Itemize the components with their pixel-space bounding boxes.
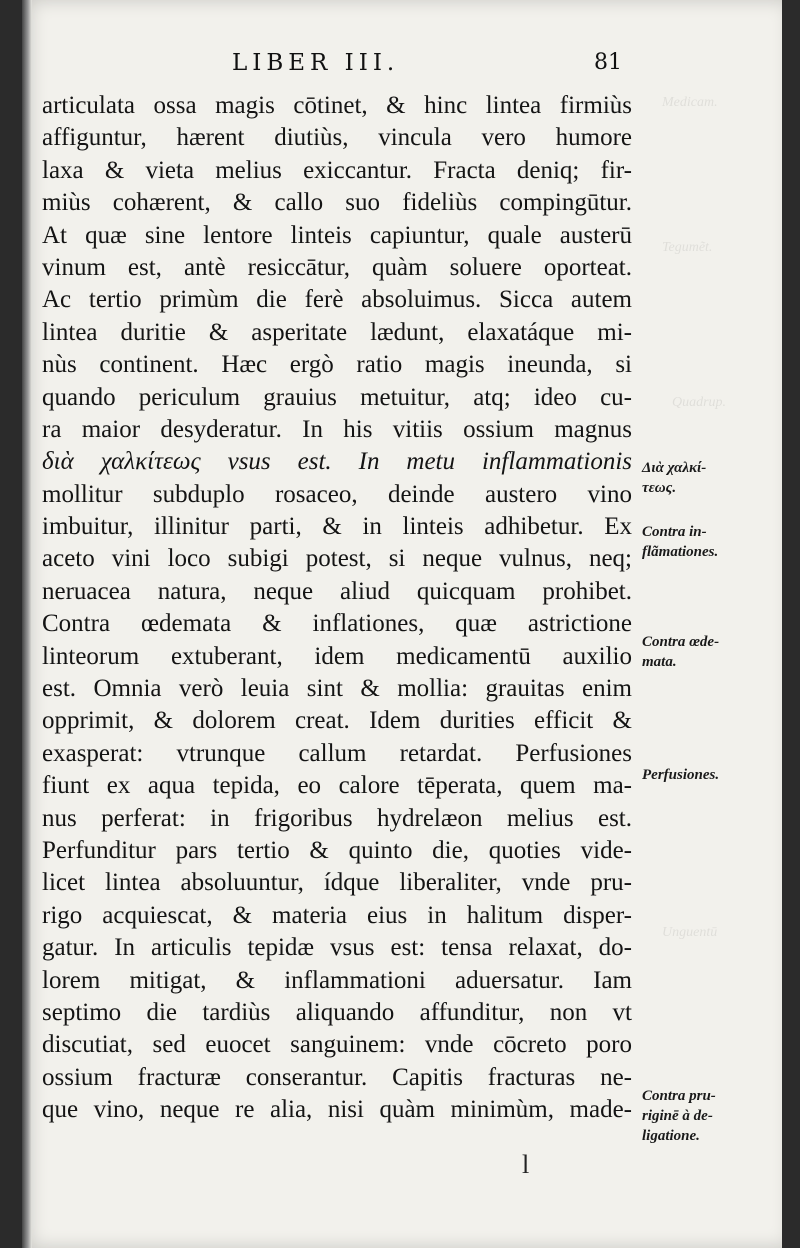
text-line: mollitur subduplo rosaceo, deinde austero vino — [42, 480, 632, 508]
text-line: nùs continent. Hæc ergò ratio magis ineunda, si — [42, 351, 632, 379]
margin-notes — [642, 0, 782, 1248]
running-head: LIBER III. — [232, 50, 400, 76]
margin-note — [642, 632, 772, 672]
book-page — [22, 0, 782, 1248]
page-gutter-shadow — [22, 0, 32, 1248]
page-header — [122, 50, 622, 90]
text-line: Perfunditur pars tertio & quinto die, quoties vide- — [42, 836, 632, 864]
margin-note-line: Perfusiones. — [642, 767, 720, 783]
text-line: articulata ossa magis cōtinet, & hinc lintea firmiùs — [42, 92, 632, 119]
text-line: At quæ sine lentore linteis capiuntur, quale austerū — [42, 221, 632, 249]
margin-note-line: Contra œde- — [642, 634, 720, 650]
text-line: Ac tertio primùm die ferè absoluimus. Sicca autem — [42, 286, 632, 314]
bleed-through-text: Unguentū — [662, 925, 718, 940]
text-line: exasperat: vtrunque callum retardat. Perfusiones — [42, 739, 632, 767]
text-line: rigo acquiescat, & materia eius in halitum disper- — [42, 901, 632, 929]
text-line: gatur. In articulis tepidæ vsus est: tensa relaxat, do- — [42, 934, 632, 962]
margin-note-line: Contra in- — [642, 524, 707, 540]
signature-mark: l — [522, 1150, 530, 1179]
text-line: neruacea natura, neque aliud quicquam prohibet. — [42, 577, 632, 605]
margin-note — [642, 522, 772, 562]
margin-note-line: ligatione. — [642, 1128, 700, 1144]
text-line: lintea duritie & asperitate lædunt, elaxatáque mi- — [42, 318, 632, 346]
margin-note — [642, 458, 772, 498]
margin-note-line: τεως. — [642, 480, 677, 496]
body-text — [42, 90, 632, 1127]
text-line: est. Omnia verò leuia sint & mollia: grauitas enim — [42, 675, 632, 703]
page-number: 81 — [594, 50, 622, 75]
text-line: imbuitur, illinitur parti, & in linteis adhibetur. Ex — [42, 513, 632, 541]
margin-note-line: Contra pru- — [642, 1088, 716, 1104]
text-line: laxa & vieta melius exiccantur. Fracta deniq; fir- — [42, 156, 632, 184]
margin-note-line: mata. — [642, 654, 677, 670]
bleed-through-text: Medicam. — [662, 95, 718, 110]
bleed-through-text: Tegumẽt. — [662, 240, 713, 255]
text-line: διὰ χαλκίτεως vsus est. In metu inflammationis — [42, 448, 632, 476]
text-line: discutiat, sed euocet sanguinem: vnde cōcreto poro — [42, 1031, 632, 1059]
text-line: lorem mitigat, & inflammationi aduersatur. Iam — [42, 966, 632, 994]
text-line: miùs cohærent, & callo suo fideliùs compingūtur. — [42, 189, 632, 217]
bleed-through-text: Quadrup. — [672, 395, 727, 410]
text-line: ra maior desyderatur. In his vitiis ossium magnus — [42, 415, 632, 443]
text-line: ossium fracturæ conserantur. Capitis fracturas ne- — [42, 1063, 632, 1091]
text-line: nus perferat: in frigoribus hydrelæon melius est. — [42, 804, 632, 832]
text-line: aceto vini loco subigi potest, si neque vulnus, neq; — [42, 545, 632, 573]
margin-note — [642, 765, 772, 785]
text-line: Contra œdemata & inflationes, quæ astrictione — [42, 610, 632, 638]
text-line: linteorum extuberant, idem medicamentū auxilio — [42, 642, 632, 670]
text-line: opprimit, & dolorem creat. Idem durities efficit & — [42, 707, 632, 735]
margin-note-line: riginē à de- — [642, 1108, 713, 1124]
text-line: vinum est, antè resiccātur, quàm soluere oporteat. — [42, 253, 632, 281]
margin-note-line: Διὰ χαλκί- — [642, 460, 707, 476]
margin-note — [642, 1086, 772, 1146]
text-line: affiguntur, hærent diutiùs, vincula vero humore — [42, 124, 632, 152]
text-line: septimo die tardiùs aliquando affunditur, non vt — [42, 998, 632, 1026]
text-line: licet lintea absoluuntur, ídque liberaliter, vnde pru- — [42, 869, 632, 897]
text-line: que vino, neque re alia, nisi quàm minimùm, made- — [42, 1096, 632, 1124]
text-line: quando periculum grauius metuitur, atq; ideo cu- — [42, 383, 632, 411]
text-line: fiunt ex aqua tepida, eo calore tēperata, quem ma- — [42, 772, 632, 800]
margin-note-line: flãmationes. — [642, 544, 719, 560]
